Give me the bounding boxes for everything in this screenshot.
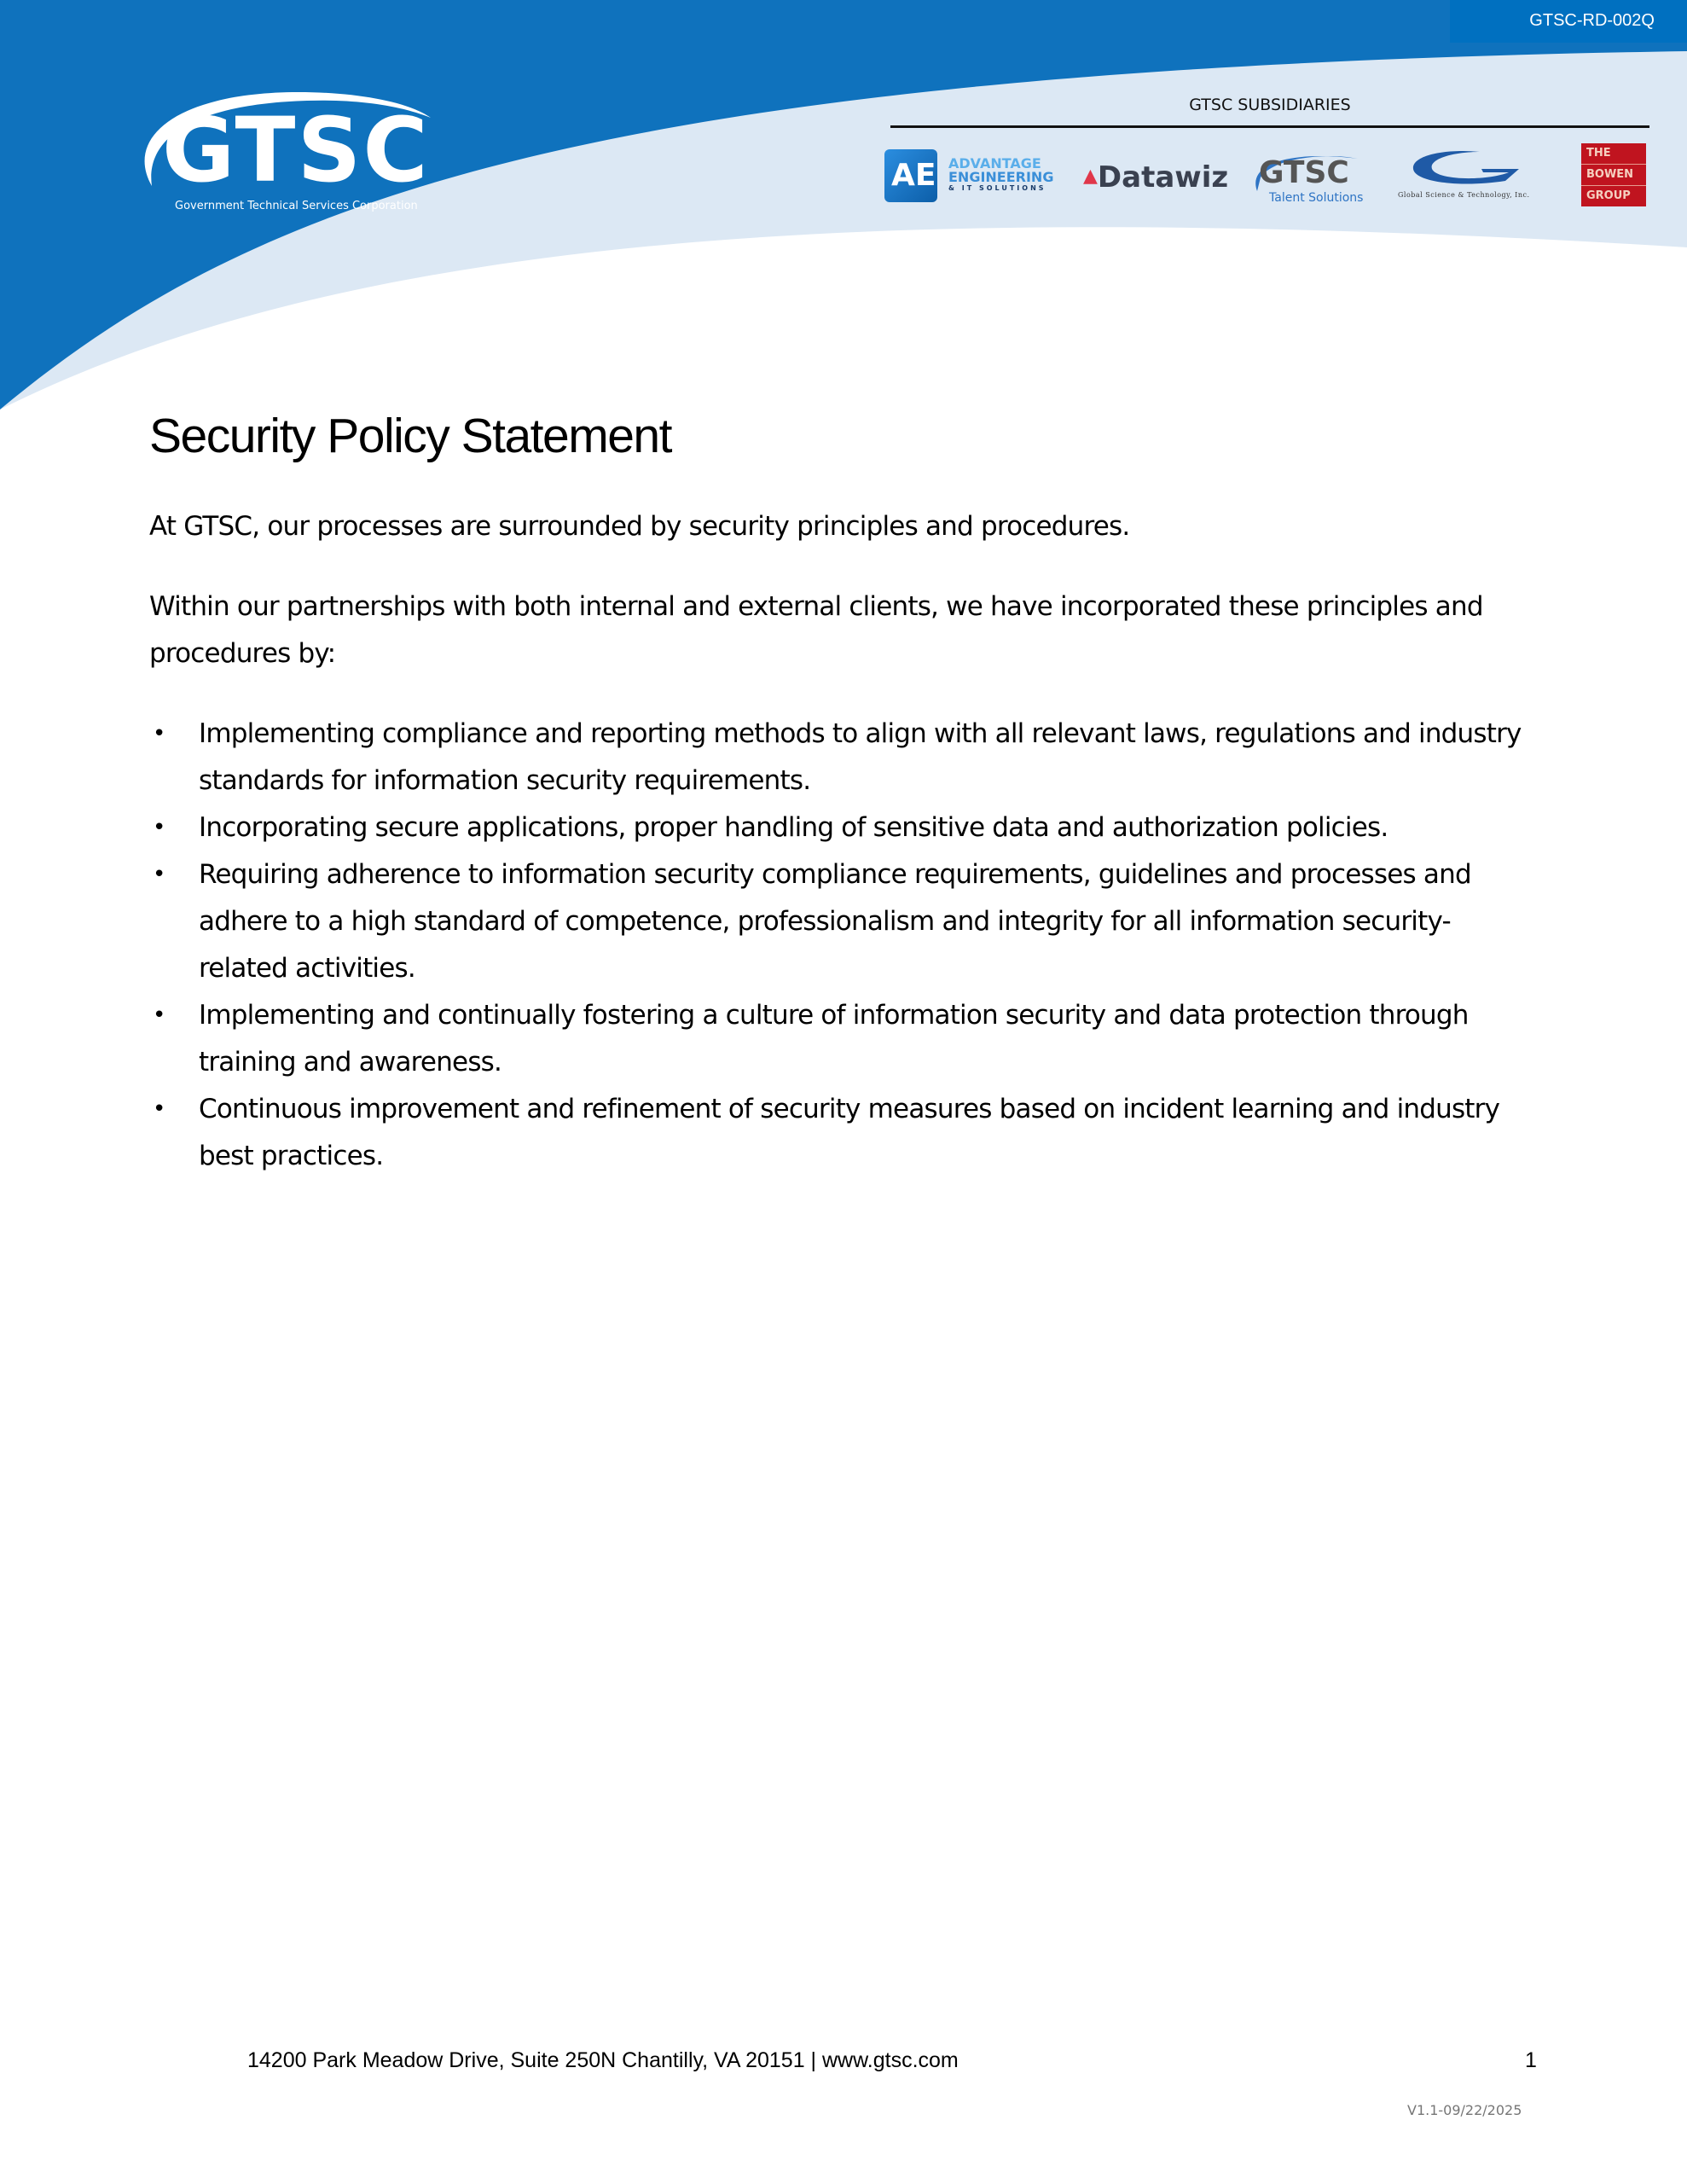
header-wave-background xyxy=(0,0,1687,427)
bullet-icon: • xyxy=(153,721,165,746)
page-title: Security Policy Statement xyxy=(149,409,671,463)
ae-line-1: ADVANTAGE xyxy=(948,155,1041,171)
advantage-engineering-logo-icon xyxy=(884,149,937,202)
gtsc-logo xyxy=(128,85,443,213)
datawiz-logo xyxy=(1083,160,1228,195)
version-stamp: V1.1-09/22/2025 xyxy=(1407,2102,1522,2118)
policy-bullet-list xyxy=(149,711,1531,1180)
subsidiaries-title: GTSC SUBSIDIARIES xyxy=(1189,96,1351,114)
list-item-text: Requiring adherence to information security compliance requirements, guidelines and processes and adhere to a high standard of competence, professionalism and integrity for all information security-related activities. xyxy=(199,859,1471,984)
document-code-box xyxy=(1450,0,1687,43)
list-item xyxy=(149,711,1531,804)
bowen-line-3: GROUP xyxy=(1586,189,1631,202)
list-item-text: Implementing and continually fostering a culture of information security and data protection through training and awareness. xyxy=(199,1000,1469,1077)
datawiz-arrow-icon: ▲ xyxy=(1083,166,1098,187)
list-item xyxy=(149,804,1531,851)
page-number: 1 xyxy=(1525,2048,1537,2072)
gst-g-icon xyxy=(1394,147,1557,189)
bullet-icon: • xyxy=(153,815,165,840)
ae-line-2: ENGINEERING xyxy=(948,169,1054,185)
list-item xyxy=(149,992,1531,1086)
logo-tagline: Government Technical Services Corporation xyxy=(175,200,418,212)
bullet-icon: • xyxy=(153,1096,165,1122)
global-science-technology-logo xyxy=(1394,147,1557,206)
bullet-icon: • xyxy=(153,1002,165,1028)
subsidiaries-divider xyxy=(890,125,1649,128)
footer-address: 14200 Park Meadow Drive, Suite 250N Chantilly, VA 20151 | www.gtsc.com xyxy=(247,2048,959,2072)
policy-body xyxy=(149,503,1531,1180)
list-item xyxy=(149,851,1531,992)
gtsc-talent-subline: Talent Solutions xyxy=(1269,191,1364,205)
logo-wordmark: GTSC xyxy=(162,98,430,202)
list-item xyxy=(149,1086,1531,1180)
gtsc-talent-wordmark: GTSC xyxy=(1259,155,1349,190)
list-item-text: Incorporating secure applications, proper handling of sensitive data and authorization policies. xyxy=(199,812,1388,843)
ae-mark: AE xyxy=(891,158,936,193)
datawiz-wordmark: Datawiz xyxy=(1097,160,1229,195)
document-code: GTSC-RD-002Q xyxy=(1529,11,1655,30)
bullet-icon: • xyxy=(153,862,165,887)
gtsc-talent-solutions-logo xyxy=(1247,147,1366,206)
list-item-text: Implementing compliance and reporting methods to align with all relevant laws, regulations and industry standards for information security requirements. xyxy=(199,718,1522,796)
bowen-group-logo xyxy=(1581,143,1646,206)
ae-line-3: & IT SOLUTIONS xyxy=(948,184,1046,192)
list-item-text: Continuous improvement and refinement of security measures based on incident learning and industry best practices. xyxy=(199,1094,1500,1171)
lead-in-paragraph: Within our partnerships with both internal and external clients, we have incorporated these principles and procedures by: xyxy=(149,591,1483,669)
bowen-line-2: BOWEN xyxy=(1581,165,1646,186)
advantage-engineering-wordmark xyxy=(948,157,1053,192)
intro-paragraph: At GTSC, our processes are surrounded by security principles and procedures. xyxy=(149,511,1130,542)
bowen-line-1: THE xyxy=(1581,143,1646,165)
gst-name: Global Science & Technology, Inc. xyxy=(1398,191,1530,199)
